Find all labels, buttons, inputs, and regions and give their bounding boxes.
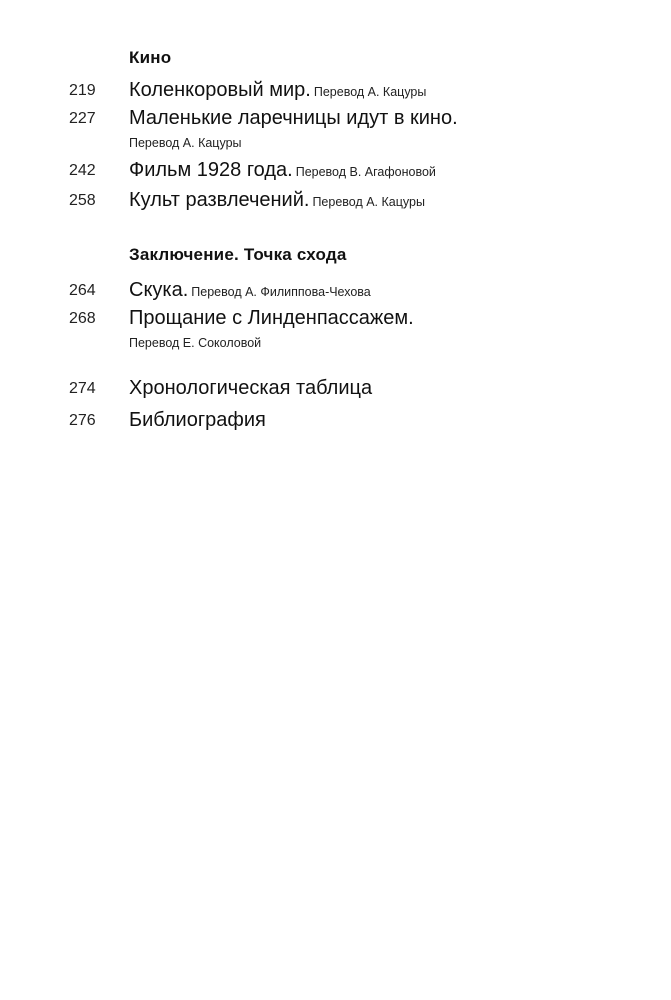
entry-title: Фильм 1928 года. <box>129 159 293 181</box>
page-number: 242 <box>69 162 96 179</box>
toc-entry <box>0 108 671 154</box>
page-number: 227 <box>69 110 96 127</box>
page-number: 274 <box>69 380 96 397</box>
section-heading-kino: Кино <box>129 48 172 67</box>
entry-title: Культ развлечений. <box>129 189 310 211</box>
entry-title: Скука. <box>129 279 189 301</box>
entry-title-line <box>129 158 436 184</box>
translator-credit: Перевод А. Кацуры <box>313 85 427 99</box>
translator-credit: Перевод А. Филиппова-Чехова <box>191 285 371 299</box>
toc-entry <box>0 160 671 190</box>
entry-title-line <box>129 78 426 104</box>
toc-entry <box>0 308 671 354</box>
translator-credit: Перевод В. Агафоновой <box>295 165 436 179</box>
entry-title: Библиография <box>129 409 266 431</box>
entry-title-line <box>129 188 425 214</box>
translator-credit: Перевод А. Кацуры <box>312 195 425 209</box>
page-number: 276 <box>69 412 96 429</box>
toc-entry <box>0 378 671 408</box>
entry-title-line <box>129 278 371 304</box>
translator-credit: Перевод Е. Соколовой <box>129 336 262 350</box>
entry-title: Коленкоровый мир. <box>129 79 311 101</box>
entry-title: Прощание с Линденпассажем. <box>129 307 414 329</box>
toc-entry <box>0 190 671 220</box>
page-number: 258 <box>69 192 96 209</box>
entry-title: Хронологическая таблица <box>129 377 373 399</box>
page-number: 264 <box>69 282 96 299</box>
translator-credit: Перевод А. Кацуры <box>129 136 242 150</box>
section-heading-conclusion: Заключение. Точка схода <box>129 245 347 264</box>
page-number: 219 <box>69 82 96 99</box>
entry-title: Маленькие ларечницы идут в кино. <box>129 107 458 129</box>
page-number: 268 <box>69 310 96 327</box>
toc-entry <box>0 410 671 440</box>
